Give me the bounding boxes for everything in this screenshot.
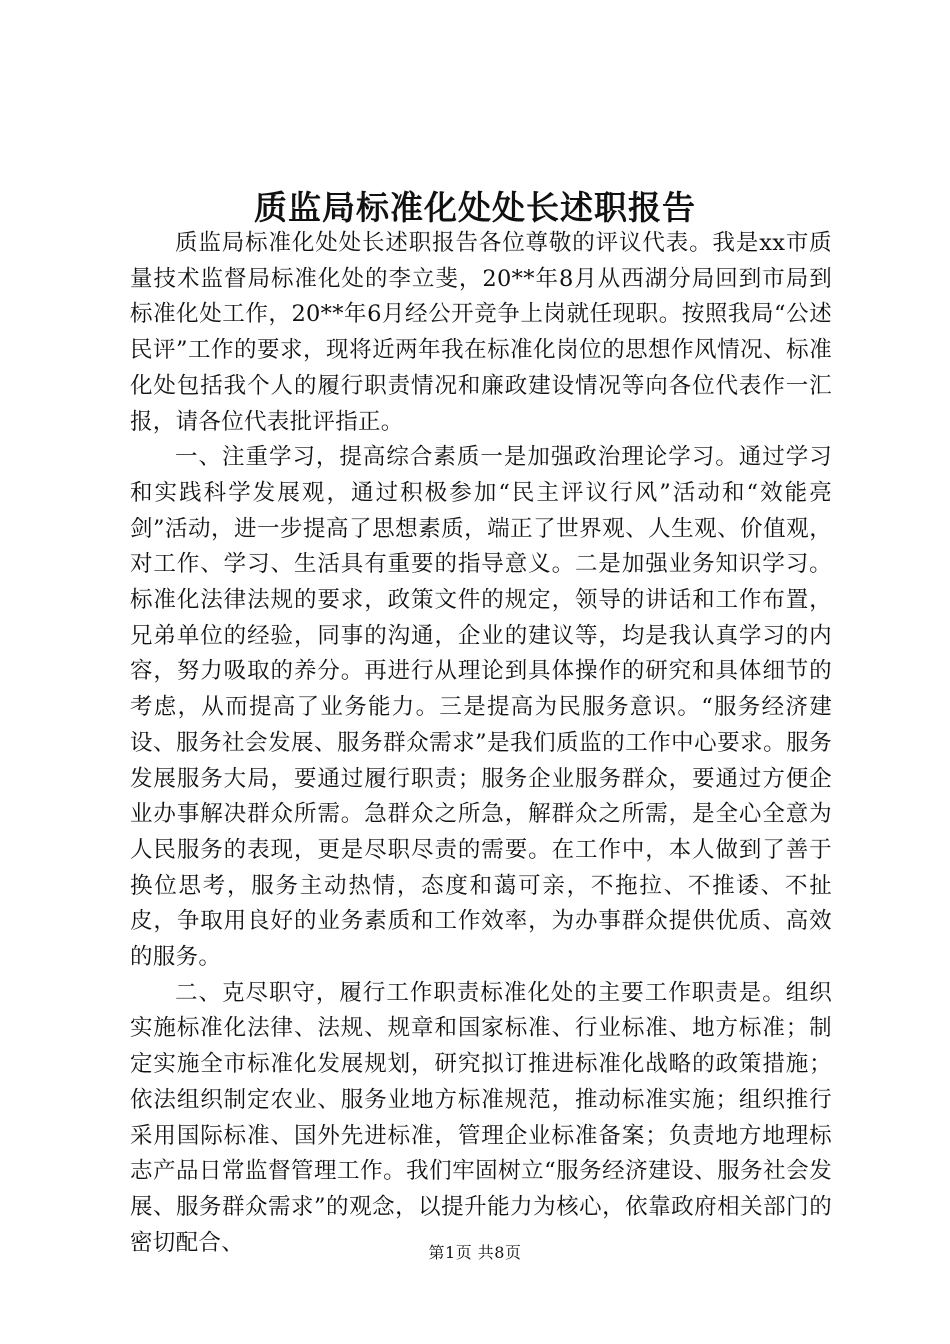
paragraph-section-one: 一、注重学习，提高综合素质一是加强政治理论学习。通过学习和实践科学发展观，通过积极参加“民主评议行风”活动和“效能亮剑”活动，进一步提高了思想素质，端正了世界观、人生观、价值观，对工作、学习、生活具有重要的指导意义。二是加强业务知识学习。标准化法律法规的要求，政策文件的规定，领导的讲话和工作布置，兄弟单位的经验，同事的沟通，企业的建议等，均是我认真学习的内容，努力吸取的养分。再进行从理论到具体操作的研究和具体细节的考虑，从而提高了业务能力。三是提高为民服务意识。“服务经济建设、服务社会发展、服务群众需求”是我们质监的工作中心要求。服务发展服务大局，要通过履行职责；服务企业服务群众，要通过方便企业办事解决群众所需。急群众之所急，解群众之所需，是全心全意为人民服务的表现，更是尽职尽责的需要。在工作中，本人做到了善于换位思考，服务主动热情，态度和蔼可亲，不拖拉、不推诿、不扯皮，争取用良好的业务素质和工作效率，为办事群众提供优质、高效的服务。 — [130, 444, 832, 971]
document-title: 质监局标准化处处长述职报告 — [254, 188, 696, 227]
paragraph-intro: 质监局标准化处处长述职报告各位尊敬的评议代表。我是xx市质量技术监督局标准化处的李立斐，20**年8月从西湖分局回到市局到标准化处工作，20**年6月经公开竞争上岗就任现职。按照我局“公述民评”工作的要求，现将近两年我在标准化岗位的思想作风情况、标准化处包括我个人的履行职责情况和廉政建设情况等向各位代表作一汇报，请各位代表批评指正。 — [130, 230, 832, 435]
paragraph-section-two: 二、克尽职守，履行工作职责标准化处的主要工作职责是。组织实施标准化法律、法规、规章和国家标准、行业标准、地方标准；制定实施全市标准化发展规划，研究拟订推进标准化战略的政策措施；依法组织制定农业、服务业地方标准规范，推动标准实施；组织推行采用国际标准、国外先进标准，管理企业标准备案；负责地方地理标志产品日常监督管理工作。我们牢固树立“服务经济建设、服务社会发展、服务群众需求”的观念，以提升能力为核心，依靠政府相关部门的密切配合、 — [130, 979, 832, 1256]
document-body — [130, 226, 832, 1261]
page-footer: 第1页 共8页 — [428, 1243, 522, 1262]
